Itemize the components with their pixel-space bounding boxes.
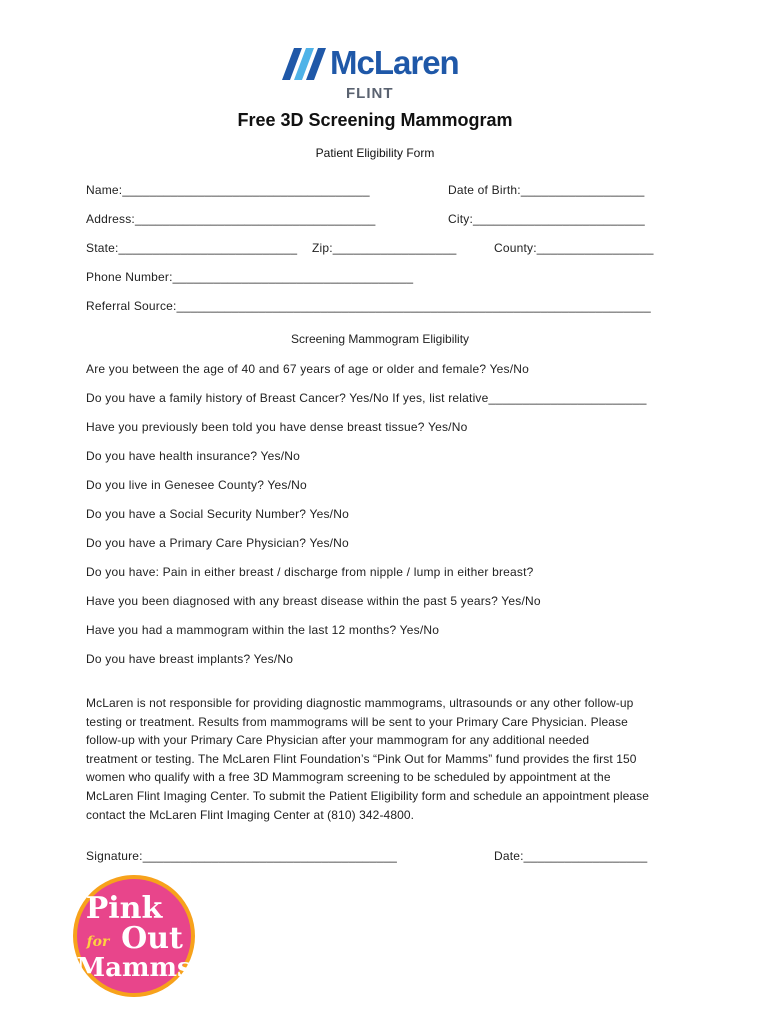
phone-field[interactable]: Phone Number:___________________________________ xyxy=(86,270,414,284)
question-item: Do you have a Social Security Number? Yes/No xyxy=(86,507,349,521)
question-item: Do you have health insurance? Yes/No xyxy=(86,449,301,463)
disclaimer-line: contact the McLaren Flint Imaging Center at (810) 342-4800. xyxy=(86,807,415,822)
brand-location: FLINT xyxy=(346,85,394,102)
question-item: Have you previously been told you have dense breast tissue? Yes/No xyxy=(86,420,468,434)
disclaimer-line: testing or treatment. Results from mammograms will be sent to your Primary Care Physician. Please xyxy=(86,714,628,729)
question-item: Are you between the age of 40 and 67 years of age or older and female? Yes/No xyxy=(86,362,530,376)
disclaimer-line: McLaren is not responsible for providing diagnostic mammograms, ultrasounds or any other follow-up xyxy=(86,696,634,710)
pink-out-badge-graphic xyxy=(70,872,198,1000)
brand-name: McLaren xyxy=(330,44,459,81)
eligibility-heading: Screening Mammogram Eligibility xyxy=(290,332,470,346)
date-field[interactable]: Date:__________________ xyxy=(494,849,648,863)
question-item: Have you had a mammogram within the last 12 months? Yes/No xyxy=(86,623,440,637)
disclaimer-paragraph xyxy=(86,694,686,824)
question-item: Do you live in Genesee County? Yes/No xyxy=(86,478,307,492)
county-field[interactable]: County:_________________ xyxy=(494,241,654,255)
zip-field[interactable]: Zip:__________________ xyxy=(312,241,457,255)
referral-field[interactable]: Referral Source:_____________________________________________________________________ xyxy=(86,299,651,313)
signature-field[interactable]: Signature:_____________________________________ xyxy=(86,849,398,863)
question-item: Do you have: Pain in either breast / discharge from nipple / lump in either breast? xyxy=(86,565,534,579)
disclaimer-line: follow-up with your Primary Care Physician after your mammogram for any additional needed xyxy=(86,733,590,748)
city-field[interactable]: City:_________________________ xyxy=(448,212,645,226)
mclaren-swoosh-icon xyxy=(280,44,330,84)
badge-line1: Pink xyxy=(85,891,163,926)
question-item: Do you have a family history of Breast Cancer? Yes/No If yes, list relative_______________________ xyxy=(86,391,647,405)
badge-line3: Mamms xyxy=(76,953,192,983)
form-subtitle: Patient Eligibility Form xyxy=(315,146,435,160)
pink-out-badge xyxy=(70,872,198,1000)
mclaren-logo xyxy=(280,42,460,104)
disclaimer-line: women who qualify with a free 3D Mammogram screening to be scheduled by appointment at the xyxy=(86,770,611,785)
state-field[interactable]: State:__________________________ xyxy=(86,241,298,255)
disclaimer-line: McLaren Flint Imaging Center. To submit the Patient Eligibility form and schedule an appointment please xyxy=(86,788,650,803)
page-title: Free 3D Screening Mammogram xyxy=(237,110,513,130)
name-field[interactable]: Name:____________________________________ xyxy=(86,183,370,197)
disclaimer-line: treatment or testing. The McLaren Flint Foundation’s “Pink Out for Mamms” fund provides the first 150 xyxy=(86,751,637,766)
badge-line2b: Out xyxy=(121,921,183,956)
question-item: Do you have breast implants? Yes/No xyxy=(86,652,294,666)
question-item: Have you been diagnosed with any breast disease within the past 5 years? Yes/No xyxy=(86,594,541,608)
dob-field[interactable]: Date of Birth:__________________ xyxy=(448,183,645,197)
badge-line2a: for xyxy=(86,934,110,950)
address-field[interactable]: Address:___________________________________ xyxy=(86,212,376,226)
question-item: Do you have a Primary Care Physician? Yes/No xyxy=(86,536,349,550)
